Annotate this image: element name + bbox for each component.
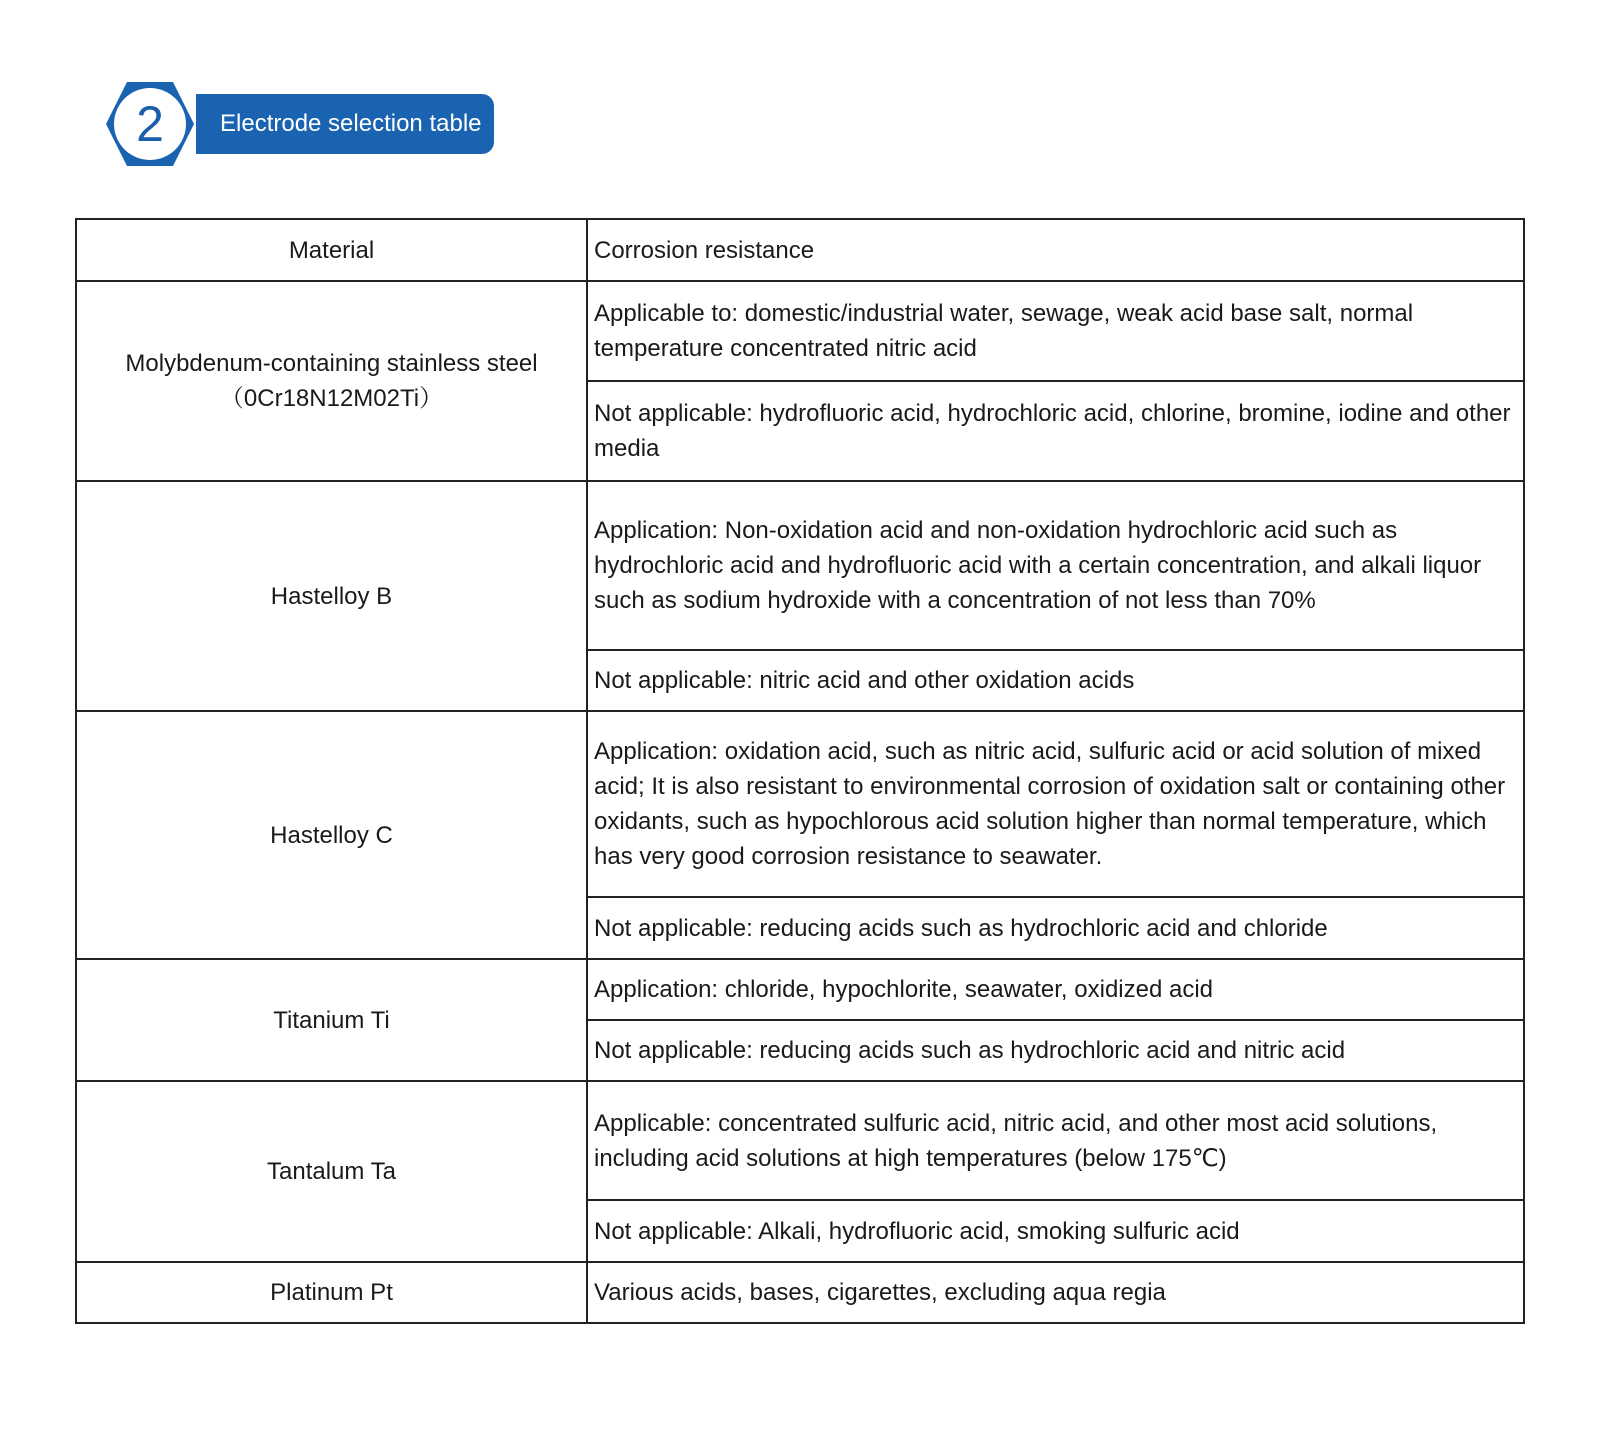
resistance-cell: Various acids, bases, cigarettes, excluding aqua regia <box>587 1262 1524 1323</box>
resistance-cell: Not applicable: reducing acids such as hydrochloric acid and nitric acid <box>587 1020 1524 1081</box>
table-row <box>76 711 1524 897</box>
material-cell: Hastelloy B <box>76 481 587 711</box>
material-subtitle: （0Cr18N12M02Ti） <box>219 385 444 412</box>
resistance-cell: Not applicable: Alkali, hydrofluoric acid, smoking sulfuric acid <box>587 1200 1524 1262</box>
material-cell <box>76 281 587 481</box>
resistance-cell: Not applicable: hydrofluoric acid, hydrochloric acid, chlorine, bromine, iodine and other media <box>587 381 1524 481</box>
table-row <box>76 281 1524 381</box>
resistance-cell: Not applicable: nitric acid and other oxidation acids <box>587 650 1524 711</box>
material-cell: Platinum Pt <box>76 1262 587 1323</box>
resistance-cell: Applicable: concentrated sulfuric acid, nitric acid, and other most acid solutions, including acid solutions at high temperatures (below 175℃) <box>587 1081 1524 1200</box>
material-name: Molybdenum-containing stainless steel <box>125 350 538 377</box>
column-header-corrosion-resistance: Corrosion resistance <box>587 219 1524 281</box>
resistance-cell: Not applicable: reducing acids such as hydrochloric acid and chloride <box>587 897 1524 959</box>
table-row <box>76 1262 1524 1323</box>
column-header-material: Material <box>76 219 587 281</box>
table-header-row <box>76 219 1524 281</box>
electrode-selection-table <box>75 218 1525 1324</box>
material-cell: Tantalum Ta <box>76 1081 587 1262</box>
table-row <box>76 481 1524 650</box>
resistance-cell: Applicable to: domestic/industrial water, sewage, weak acid base salt, normal temperature concentrated nitric acid <box>587 281 1524 381</box>
table-row <box>76 959 1524 1020</box>
section-number: 2 <box>136 96 164 152</box>
table-row <box>76 1081 1524 1200</box>
resistance-cell: Application: chloride, hypochlorite, seawater, oxidized acid <box>587 959 1524 1020</box>
material-cell: Titanium Ti <box>76 959 587 1081</box>
material-cell: Hastelloy C <box>76 711 587 959</box>
resistance-cell: Application: Non-oxidation acid and non-oxidation hydrochloric acid such as hydrochloric acid and hydrofluoric acid with a certain concentration, and alkali liquor such as sodium hydroxide with a concentration of not less than 70% <box>587 481 1524 650</box>
resistance-cell: Application: oxidation acid, such as nitric acid, sulfuric acid or acid solution of mixed acid; It is also resistant to environmental corrosion of oxidation salt or containing other oxidants, such as hypochlorous acid solution higher than normal temperature, which has very good corrosion resistance to seawater. <box>587 711 1524 897</box>
section-title: Electrode selection table <box>196 94 494 154</box>
